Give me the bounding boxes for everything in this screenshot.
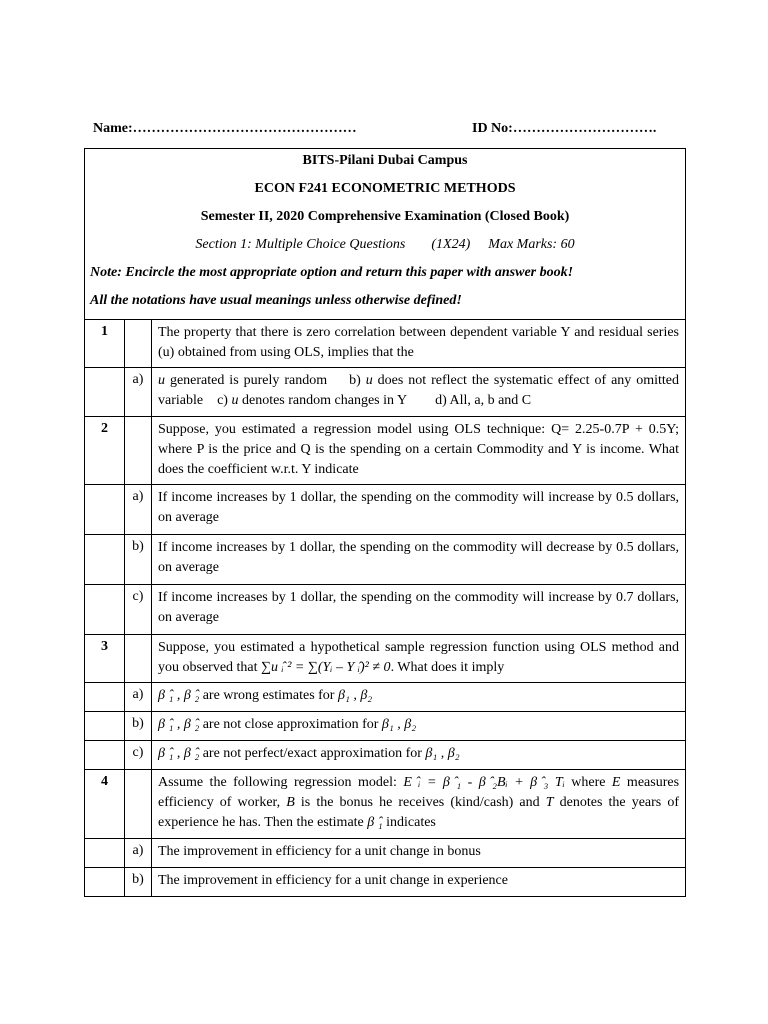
option-label: a) <box>125 485 152 535</box>
option-text: If income increases by 1 dollar, the spending on the commodity will increase by 0.5 dollars, on average <box>152 485 686 535</box>
option-text: If income increases by 1 dollar, the spending on the commodity will increase by 0.7 dollars, on average <box>152 585 686 635</box>
question-number: 3 <box>85 635 125 683</box>
question-row <box>85 635 686 683</box>
question-text: The property that there is zero correlation between dependent variable Y and residual series (u) obtained from using OLS, implies that the <box>152 320 686 368</box>
number-cell <box>85 839 125 868</box>
option-row <box>85 368 686 417</box>
option-row <box>85 683 686 712</box>
option-row <box>85 868 686 897</box>
question-text: Suppose, you estimated a regression model using OLS technique: Q= 2.25-0.7P + 0.5Y; where P is the price and Q is the spending on a certain Commodity and Y is income. What does the coefficient w.r.t. Y indicate <box>152 417 686 485</box>
residual-formula: ∑u ̂ᵢ ² = ∑(Yᵢ – Y ̂ᵢ)² ≠ 0 <box>261 660 391 675</box>
option-label: a) <box>125 683 152 712</box>
option-label: a) <box>125 368 152 417</box>
section-name: Section 1: Multiple Choice Questions <box>195 237 406 252</box>
question-text: Assume the following regression model: E ̂ᵢ = β ̂₁ - β ̂₂Bᵢ + β ̂₃ Tᵢ where E measures efficiency of worker, B is the bonus he receives (kind/cash) and T denotes the years of experience he has. Then the estimate β ̂₁ indicates <box>152 770 686 839</box>
option-label: b) <box>125 868 152 897</box>
semester-title: Semester II, 2020 Comprehensive Examination (Closed Book) <box>200 209 570 224</box>
option-row <box>85 585 686 635</box>
option-label-cell <box>125 635 152 683</box>
course-title: ECON F241 ECONOMETRIC METHODS <box>254 181 516 196</box>
option-label-cell <box>125 320 152 368</box>
option-text: β ̂₁ , β ̂₂ are not perfect/exact approximation for β₁ , β₂ <box>152 741 686 770</box>
regression-formula: E ̂ᵢ = β ̂₁ - β ̂₂Bᵢ + β ̂₃ Tᵢ <box>403 775 565 790</box>
option-row <box>85 535 686 585</box>
option-label: c) <box>125 585 152 635</box>
option-text: The improvement in efficiency for a unit change in bonus <box>152 839 686 868</box>
question-row <box>85 770 686 839</box>
number-cell <box>85 368 125 417</box>
id-field-label: ID No:…………………………. <box>472 121 657 136</box>
section-title <box>85 235 685 263</box>
marks-scheme: (1X24) <box>431 237 471 252</box>
question-number: 1 <box>85 320 125 368</box>
number-cell <box>85 485 125 535</box>
exam-header-row <box>85 149 686 320</box>
option-label: a) <box>125 839 152 868</box>
max-marks: Max Marks: 60 <box>488 237 575 252</box>
number-cell <box>85 712 125 741</box>
notation-note: All the notations have usual meanings unless otherwise defined! <box>90 293 462 308</box>
option-label-cell <box>125 417 152 485</box>
number-cell <box>85 741 125 770</box>
option-row <box>85 741 686 770</box>
option-text: β ̂₁ , β ̂₂ are wrong estimates for β₁ , β₂ <box>152 683 686 712</box>
option-label: b) <box>125 712 152 741</box>
option-row <box>85 839 686 868</box>
number-cell <box>85 535 125 585</box>
exam-header <box>85 149 686 320</box>
option-label-cell <box>125 770 152 839</box>
campus-title: BITS-Pilani Dubai Campus <box>302 153 468 168</box>
option-row <box>85 485 686 535</box>
question-text: Suppose, you estimated a hypothetical sample regression function using OLS method and you observed that ∑u ̂ᵢ ² = ∑(Yᵢ – Y ̂ᵢ)² ≠ 0. What does it imply <box>152 635 686 683</box>
option-text: The improvement in efficiency for a unit change in experience <box>152 868 686 897</box>
question-row <box>85 320 686 368</box>
question-number: 4 <box>85 770 125 839</box>
name-id-line <box>93 121 693 141</box>
option-row <box>85 712 686 741</box>
number-cell <box>85 868 125 897</box>
name-field-label: Name:………………………………………… <box>93 121 357 136</box>
instruction-note: Note: Encircle the most appropriate option and return this paper with answer book! <box>90 265 574 280</box>
number-cell <box>85 683 125 712</box>
number-cell <box>85 585 125 635</box>
question-row <box>85 417 686 485</box>
question-number: 2 <box>85 417 125 485</box>
exam-table <box>84 148 686 897</box>
option-text: β ̂₁ , β ̂₂ are not close approximation for β₁ , β₂ <box>152 712 686 741</box>
option-label: b) <box>125 535 152 585</box>
option-text: u generated is purely random b) u does not reflect the systematic effect of any omitted variable c) u denotes random changes in Y d) All, a, b and C <box>152 368 686 417</box>
option-text: If income increases by 1 dollar, the spending on the commodity will decrease by 0.5 dollars, on average <box>152 535 686 585</box>
option-label: c) <box>125 741 152 770</box>
